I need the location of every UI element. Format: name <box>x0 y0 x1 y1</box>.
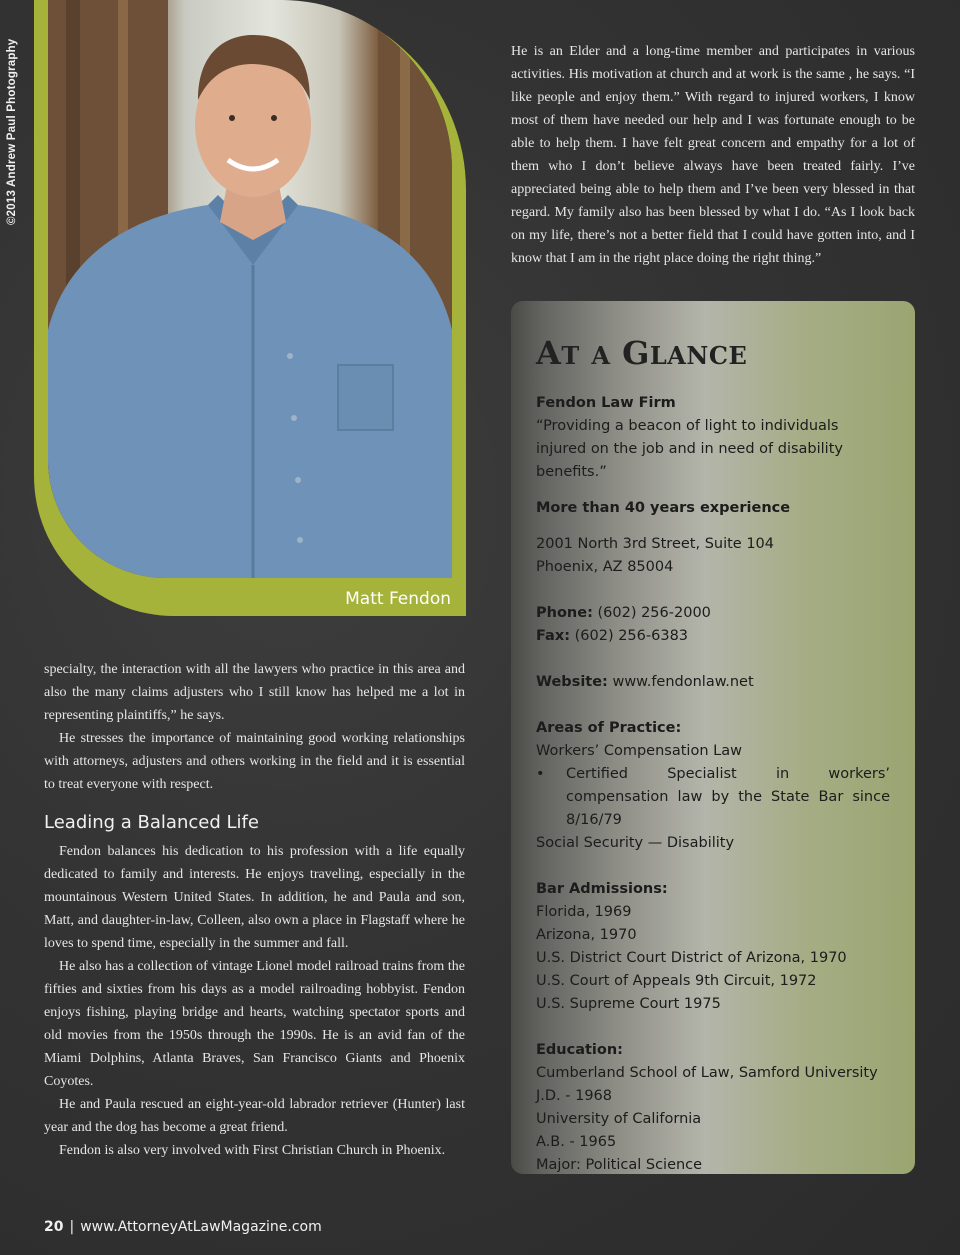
portrait-illustration <box>48 0 452 578</box>
photo-credit: ©2013 Andrew Paul Photography <box>6 38 18 225</box>
practice-label: Areas of Practice: <box>536 720 682 736</box>
at-a-glance-box <box>511 301 915 1174</box>
footer-separator: | <box>69 1219 75 1235</box>
bar-admissions-label: Bar Admissions: <box>536 881 668 897</box>
article-paragraph: Fendon balances his dedication to his profession with a life equally dedicated to family and interests. He enjoys traveling, especially in the mountainous Western United States. In addition, he and Paula and son, Matt, and daughter-in-law, Colleen, also own a place in Flagstaff where he loves to spend time, especially in the summer and fall. <box>44 844 465 951</box>
footer-site-link[interactable]: www.AttorneyAtLawMagazine.com <box>80 1219 322 1235</box>
website-row: Website: www.fendonlaw.net <box>536 674 754 690</box>
practice-item: Workers’ Compensation Law <box>536 743 742 759</box>
website-link[interactable]: www.fendonlaw.net <box>607 674 754 690</box>
firm-motto: “Providing a beacon of light to individuals injured on the job and in need of disability benefits.” <box>536 418 843 480</box>
photo-caption: Matt Fendon <box>345 589 451 609</box>
address-line-1: 2001 North 3rd Street, Suite 104 <box>536 536 775 552</box>
education-item: A.B. - 1965 <box>536 1134 617 1150</box>
address-line-2: Phoenix, AZ 85004 <box>536 559 674 575</box>
education-item: J.D. - 1968 <box>536 1088 613 1104</box>
phone-row: Phone: (602) 256-2000 <box>536 605 711 621</box>
bar-admission-item: Florida, 1969 <box>536 904 632 920</box>
article-paragraph: specialty, the interaction with all the lawyers who practice in this area and also the many claims adjusters who I still know has helped me a lot in representing plaintiffs,” he says. <box>44 662 465 723</box>
portrait-photo <box>48 0 452 578</box>
education-item: Cumberland School of Law, Samford University <box>536 1065 878 1081</box>
section-heading: Leading a Balanced Life <box>44 812 259 833</box>
glance-title: AT A GLANCE <box>536 334 748 372</box>
firm-name: Fendon Law Firm <box>536 395 676 411</box>
page-footer <box>44 1219 322 1235</box>
practice-item: Social Security — Disability <box>536 835 735 851</box>
education-item: Major: Political Science <box>536 1157 703 1173</box>
fax-row: Fax: (602) 256-6383 <box>536 628 689 644</box>
experience: More than 40 years experience <box>536 500 791 516</box>
education-item: University of California <box>536 1111 702 1127</box>
bar-admission-item: U.S. District Court District of Arizona, 1970 <box>536 950 847 966</box>
practice-bullet: • Certified Specialist in workers’ compensation law by the State Bar since 8/16/79 <box>536 763 890 832</box>
article-paragraph: He also has a collection of vintage Lionel model railroad trains from the fifties and sixties from his days as a model railroading hobbyist. Fendon enjoys fishing, playing bridge and hearts, watching spectator sports and old movies from the 1950s through the 1990s. He is an avid fan of the Miami Dolphins, Atlanta Braves, San Francisco Giants and Phoenix Coyotes. <box>44 959 465 1089</box>
left-column <box>44 658 465 1162</box>
bar-admission-item: Arizona, 1970 <box>536 927 637 943</box>
education-label: Education: <box>536 1042 623 1058</box>
article-paragraph: He is an Elder and a long-time member and participates in various activities. His motivation at church and at work is the same , he says. “I like people and enjoy them.” With regard to injured workers, I know most of them have needed our help and I was fortunate enough to be able to help them. I have felt great concern and empathy for a lot of them who I don’t believe always have been treated fairly. I’ve appreciated being able to help them and I’ve been very blessed in that regard. My family also has been blessed by what I do. “As I look back on my life, there’s not a better field that I could have gotten into, and I know that I am in the right place doing the right thing.” <box>511 44 915 266</box>
bar-admission-item: U.S. Supreme Court 1975 <box>536 996 721 1012</box>
article-paragraph: He stresses the importance of maintaining good working relationships with attorneys, adjusters and others working in the field and it is essential to treat everyone with respect. <box>44 731 465 792</box>
article-paragraph: He and Paula rescued an eight-year-old labrador retriever (Hunter) last year and the dog has become a great friend. <box>44 1097 465 1135</box>
bar-admission-item: U.S. Court of Appeals 9th Circuit, 1972 <box>536 973 817 989</box>
page-number: 20 <box>44 1219 64 1235</box>
article-paragraph: Fendon is also very involved with First Christian Church in Phoenix. <box>59 1143 446 1158</box>
right-column <box>511 40 915 270</box>
bullet-dot-icon: • <box>536 766 545 782</box>
